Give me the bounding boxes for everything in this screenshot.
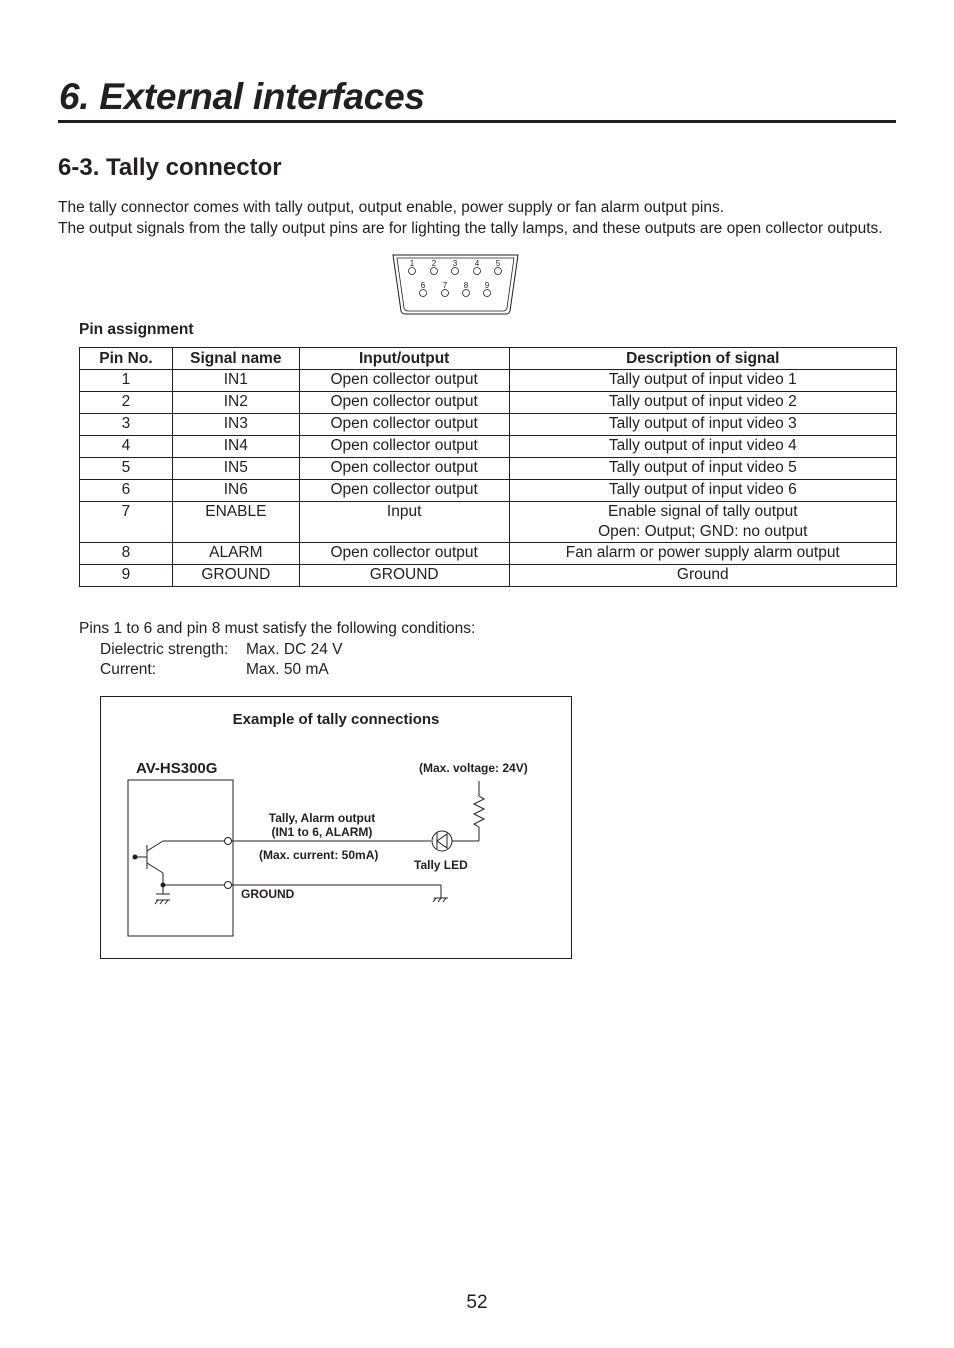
tally-connection-example [100, 696, 572, 959]
pin-no-cell: 7 [80, 502, 173, 543]
intro-line-2: The output signals from the tally output pins are for lighting the tally lamps, and these outputs are open collector outputs. [58, 219, 883, 237]
resistor-zigzag [474, 796, 484, 827]
ground-symbol-device-stroke [155, 900, 158, 904]
ground-symbol-external-stroke [438, 898, 441, 902]
transistor-emitter-lead [147, 863, 163, 873]
description-cell: Tally output of input video 3 [509, 414, 896, 436]
tally-led-anode-triangle [437, 834, 447, 848]
base-input-dot [133, 855, 138, 860]
pin-hole-4 [474, 268, 481, 275]
column-header-description: Description of signal [509, 348, 896, 370]
tally-led-body [432, 831, 452, 851]
section-title: 6-3. Tally connector [58, 154, 282, 181]
conditions-intro: Pins 1 to 6 and pin 8 must satisfy the following conditions: [79, 620, 476, 637]
pin-no-cell: 8 [80, 543, 173, 565]
column-header-input-output: Input/output [299, 348, 509, 370]
pin-number-4: 4 [474, 259, 480, 268]
description-cell: Fan alarm or power supply alarm output [509, 543, 896, 565]
description-cell: Tally output of input video 1 [509, 370, 896, 392]
input-output-cell: GROUND [299, 565, 509, 587]
dielectric-strength-value: Max. DC 24 V [246, 640, 343, 658]
input-output-cell: Open collector output [299, 458, 509, 480]
pin-hole-1 [409, 268, 416, 275]
description-cell: Tally output of input video 5 [509, 458, 896, 480]
tally-output-label [261, 811, 383, 839]
current-value: Max. 50 mA [246, 661, 329, 678]
pin-no-cell: 2 [80, 392, 173, 414]
table-header-row [80, 348, 897, 370]
description-cell [509, 502, 896, 543]
table-row [80, 458, 897, 480]
signal-name-cell: IN5 [172, 458, 299, 480]
pin-number-2: 2 [431, 259, 437, 268]
dielectric-strength-row [79, 640, 475, 661]
ground-terminal [225, 882, 232, 889]
ground-symbol-device-stroke [160, 900, 163, 904]
table-row [80, 502, 897, 543]
input-output-cell: Open collector output [299, 480, 509, 502]
signal-name-cell: ENABLE [172, 502, 299, 543]
pin-assignment-title: Pin assignment [79, 321, 194, 338]
pin-hole-3 [452, 268, 459, 275]
pin-number-5: 5 [495, 259, 501, 268]
description-cell: Tally output of input video 4 [509, 436, 896, 458]
pin-hole-5 [495, 268, 502, 275]
table-row [80, 436, 897, 458]
current-row [79, 660, 475, 681]
description-line-2: Open: Output; GND: no output [598, 523, 808, 540]
column-header-signal-name: Signal name [172, 348, 299, 370]
input-output-cell: Open collector output [299, 436, 509, 458]
pin-no-cell: 1 [80, 370, 173, 392]
description-cell: Tally output of input video 2 [509, 392, 896, 414]
signal-name-cell: IN2 [172, 392, 299, 414]
ground-symbol-external-stroke [433, 898, 436, 902]
table-row [80, 480, 897, 502]
input-output-cell: Open collector output [299, 543, 509, 565]
pin-hole-8 [463, 290, 470, 297]
column-header-pin-no: Pin No. [80, 348, 173, 370]
pin-number-9: 9 [484, 281, 490, 290]
pin-hole-6 [420, 290, 427, 297]
table-row [80, 543, 897, 565]
dielectric-strength-label: Dielectric strength: [100, 640, 229, 658]
signal-name-cell: IN4 [172, 436, 299, 458]
table-row [80, 370, 897, 392]
chapter-title: 6. External interfaces [59, 76, 425, 117]
device-box [128, 780, 233, 936]
tally-led-label: Tally LED [414, 858, 468, 872]
intro-line-1: The tally connector comes with tally output, output enable, power supply or fan alarm output pins. [58, 199, 725, 216]
pin-no-cell: 4 [80, 436, 173, 458]
table-row [80, 414, 897, 436]
signal-name-cell: IN3 [172, 414, 299, 436]
pin-number-1: 1 [409, 259, 415, 268]
pin-assignment-table [79, 347, 897, 587]
intro-text [58, 198, 898, 239]
tally-output-label-line-2: (IN1 to 6, ALARM) [271, 825, 373, 839]
diagram-title: Example of tally connections [232, 711, 440, 728]
table-row [80, 392, 897, 414]
input-output-cell: Open collector output [299, 392, 509, 414]
description-line-1: Enable signal of tally output [607, 503, 798, 520]
ground-label: GROUND [241, 887, 295, 901]
input-output-cell: Open collector output [299, 414, 509, 436]
page-number: 52 [466, 1292, 488, 1313]
pin-number-3: 3 [452, 259, 458, 268]
ground-symbol-external-stroke [443, 898, 446, 902]
tally-output-terminal [225, 838, 232, 845]
description-cell: Ground [509, 565, 896, 587]
table-row [80, 565, 897, 587]
signal-name-cell: IN1 [172, 370, 299, 392]
pin-hole-2 [431, 268, 438, 275]
current-label: Current: [100, 661, 156, 678]
tally-output-label-line-1: Tally, Alarm output [268, 811, 376, 825]
signal-name-cell: ALARM [172, 543, 299, 565]
pin-number-6: 6 [420, 281, 426, 290]
pin-no-cell: 3 [80, 414, 173, 436]
device-name-label: AV-HS300G [136, 760, 218, 777]
input-output-cell: Input [299, 502, 509, 543]
pin-hole-7 [442, 290, 449, 297]
signal-name-cell: IN6 [172, 480, 299, 502]
pin-no-cell: 9 [80, 565, 173, 587]
pin-no-cell: 5 [80, 458, 173, 480]
max-voltage-label: (Max. voltage: 24V) [419, 761, 528, 775]
pin-number-7: 7 [442, 281, 448, 290]
description-cell: Tally output of input video 6 [509, 480, 896, 502]
max-current-label: (Max. current: 50mA) [259, 848, 379, 862]
ground-junction-dot [161, 883, 166, 888]
tally-connector-diagram [390, 252, 522, 316]
pin-no-cell: 6 [80, 480, 173, 502]
input-output-cell: Open collector output [299, 370, 509, 392]
pin-conditions [79, 619, 475, 681]
ground-symbol-device-stroke [165, 900, 168, 904]
pin-hole-9 [484, 290, 491, 297]
chapter-title-rule [58, 120, 896, 123]
transistor-collector-lead [147, 841, 163, 851]
pin-number-8: 8 [463, 281, 469, 290]
signal-name-cell: GROUND [172, 565, 299, 587]
